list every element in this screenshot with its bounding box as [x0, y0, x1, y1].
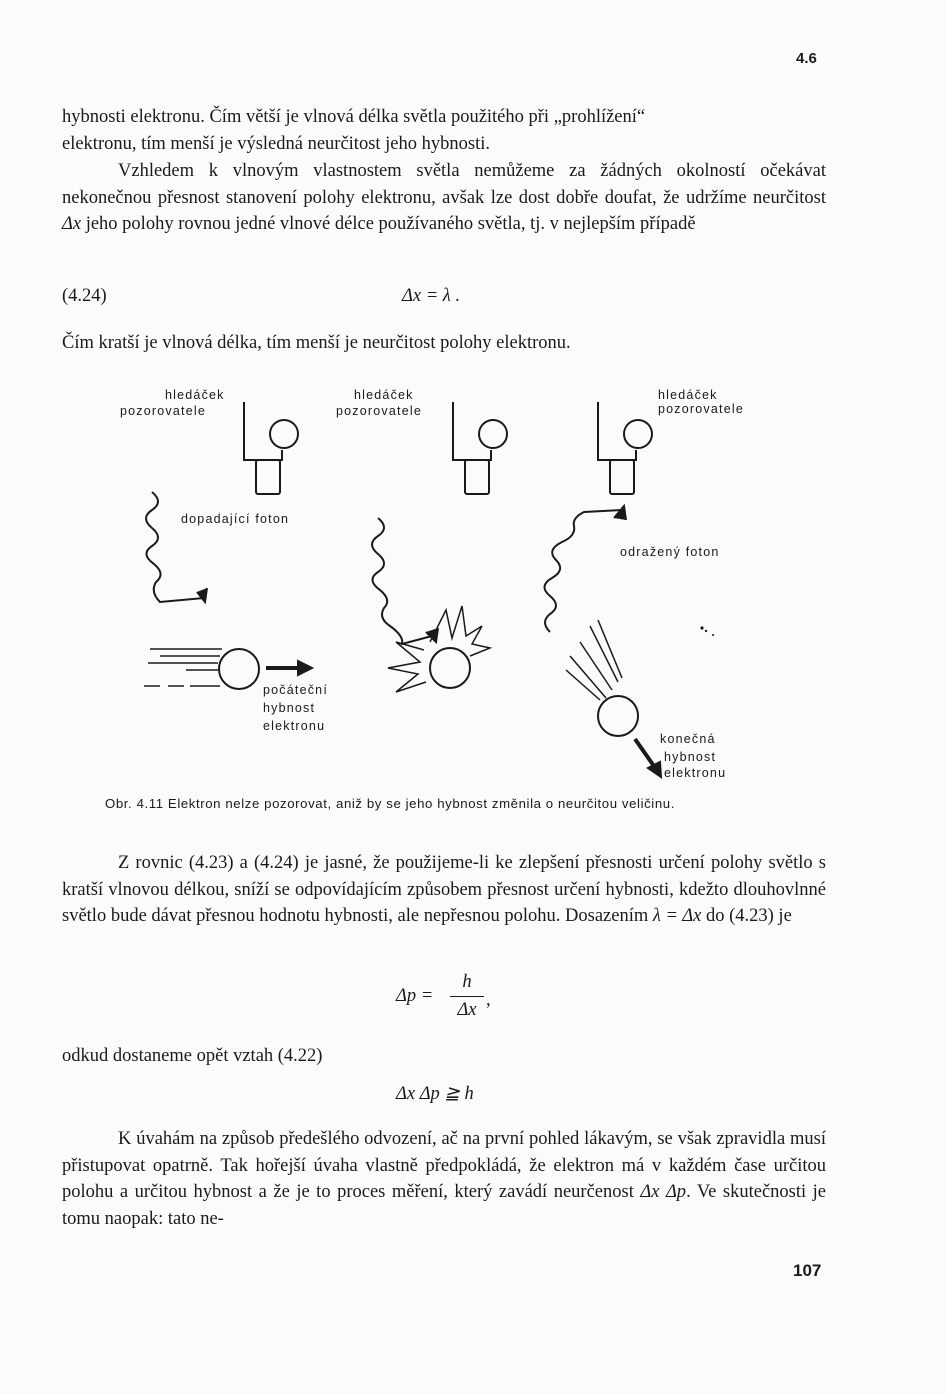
- reflected-photon-label: odražený foton: [620, 545, 720, 559]
- final-momentum-arrowhead: [648, 762, 661, 777]
- dx-dp-inline: Δx Δp: [640, 1182, 687, 1202]
- figure-caption: Obr. 4.11 Elektron nelze pozorovat, aniž by se jeho hybnost změnila o neurčitou veličinu.: [105, 796, 675, 811]
- collision-burst: [388, 606, 490, 692]
- paragraph-1: [62, 104, 826, 157]
- initial-momentum-label: hybnost: [263, 701, 316, 715]
- paragraph-2-text-b: jeho polohy rovnou jedné vlnové délce používaného světla, tj. v nejlepším případě: [81, 214, 696, 234]
- equation-dp-lhs: Δp =: [396, 986, 434, 1006]
- fraction-denominator: Δx: [457, 1000, 477, 1020]
- equation-uncertainty: Δx Δp ≧ h: [396, 1084, 474, 1104]
- viewfinder-icon: [244, 402, 298, 494]
- electron: [430, 648, 470, 688]
- paragraph-6-text-b: . Ve skutečnosti je tomu naopak: tato ne-: [62, 1182, 827, 1229]
- fraction-numerator: h: [462, 972, 472, 992]
- paragraph-6-text-a: K úvahám na způsob předešlého odvození, ač na první pohled lákavým, se však zpravidla musí přistupovat opatrně. Tak hořejší úvaha vlastně předpokládá, že elektron má v každém čase určitou polohu a určitou hybnost a že je to proces měření, který zavádí neurčenost: [62, 1129, 826, 1202]
- paragraph-2: [62, 158, 826, 238]
- incident-photon-wave: [146, 492, 204, 602]
- incident-photon-label: dopadající foton: [181, 512, 290, 526]
- final-momentum-label: elektronu: [664, 766, 727, 780]
- equation-label-4-24: (4.24): [62, 286, 107, 306]
- viewfinder-icon: [598, 402, 652, 494]
- observer-label: pozorovatele: [336, 404, 422, 418]
- reflected-photon-wave: [544, 510, 622, 632]
- scan-specks: [700, 626, 714, 636]
- paragraph-1-line-2: elektronu, tím menší je výsledná neurčitost jeho hybnosti.: [62, 133, 490, 154]
- paragraph-5: odkud dostaneme opět vztah (4.22): [62, 1046, 323, 1066]
- viewfinder-icon: [453, 402, 507, 494]
- paragraph-4-text-a: Z rovnic (4.23) a (4.24) je jasné, že použijeme-li ke zlepšení přesnosti určení polohy světlo s kratší vlnovou délkou, sníží se odpovídajícím způsobem přesnost určení hybnosti, kdežto dlouhovlnné světlo bude dávat přesnou hodnotu hybnosti, ale nepřesnou polohu. Dosazením: [62, 853, 826, 926]
- section-number: 4.6: [796, 50, 817, 67]
- observer-label: pozorovatele: [120, 404, 206, 418]
- delta-x-inline: Δx: [62, 214, 82, 234]
- speed-lines: [144, 649, 222, 686]
- observer-label: hledáček: [658, 388, 718, 402]
- page-number: 107: [793, 1261, 822, 1280]
- equation-4-24: Δx = λ .: [402, 286, 461, 306]
- observer-label: pozorovatele: [658, 402, 744, 416]
- initial-momentum-label: elektronu: [263, 719, 326, 733]
- paragraph-6: [62, 1126, 826, 1232]
- figure-4-11: [0, 380, 945, 800]
- electron: [598, 696, 638, 736]
- final-momentum-label: hybnost: [664, 750, 717, 764]
- paragraph-2-text-a: Vzhledem k vlnovým vlastnostem světla nemůžeme za žádných okolností očekávat nekonečnou přesnost stanovení polohy elektronu, avšak lze dost dobře doufat, že udržíme neurčitost: [62, 161, 826, 208]
- paragraph-3: Čím kratší je vlnová délka, tím menší je neurčitost polohy elektronu.: [62, 333, 571, 353]
- initial-momentum-label: počáteční: [263, 683, 329, 697]
- paragraph-1-line-1: hybnosti elektronu. Čím větší je vlnová délka světla použitého při „prohlížení“: [62, 107, 646, 127]
- photon-arrowhead: [197, 588, 207, 602]
- paragraph-4: [62, 850, 826, 930]
- paragraph-4-text-b: do (4.23) je: [701, 906, 792, 926]
- momentum-arrowhead: [298, 661, 312, 675]
- reflected-arrowhead: [614, 506, 626, 520]
- recoil-lines: [566, 620, 622, 700]
- colliding-photon-wave: [372, 518, 432, 644]
- equation-comma: ,: [486, 990, 491, 1010]
- lambda-substitution: λ = Δx: [652, 906, 702, 926]
- observer-label: hledáček: [165, 388, 225, 402]
- final-momentum-label: konečná: [660, 732, 716, 746]
- equation-dp-fraction: [450, 972, 484, 1021]
- electron: [219, 649, 259, 689]
- fraction-bar: [450, 996, 484, 997]
- observer-label: hledáček: [354, 388, 414, 402]
